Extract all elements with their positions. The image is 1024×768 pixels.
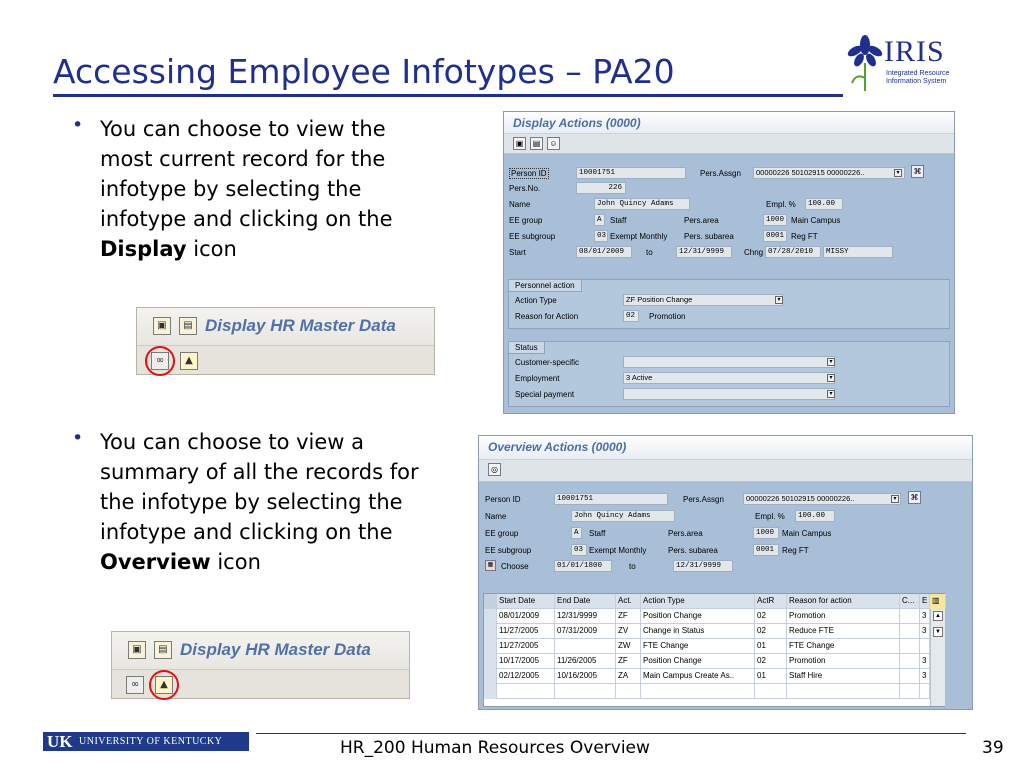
ee-group-label: EE group	[509, 216, 543, 225]
table-row[interactable]	[484, 684, 930, 699]
table-cell: FTE Change	[641, 639, 755, 654]
ee-group-label: EE group	[485, 529, 519, 538]
table-cell: 10/16/2005	[555, 669, 616, 684]
pers-subarea-code: 0001	[763, 230, 787, 242]
overview-actions-window	[478, 435, 973, 710]
column-header[interactable]: E	[920, 594, 930, 609]
overview-mountain-icon[interactable]: ▲	[180, 352, 198, 370]
bullet-text: You can choose to view the most current record for the infotype by selecting the infotype and clicking on the	[100, 117, 393, 231]
table-cell: 3	[920, 669, 930, 684]
choose-label: Choose	[501, 562, 529, 571]
uk-wordmark: UK	[47, 732, 73, 751]
table-row[interactable]	[484, 609, 930, 624]
name-label: Name	[509, 200, 531, 209]
iris-flower-icon	[846, 33, 884, 93]
display-toolbar-snippet	[136, 307, 435, 375]
special-payment-field[interactable]	[623, 388, 835, 400]
dropdown-icon[interactable]: ▾	[775, 296, 783, 304]
table-cell: FTE Change	[787, 639, 900, 654]
person-id-field[interactable]: 10001751	[576, 167, 686, 179]
window-header	[479, 436, 972, 460]
table-cell: 02	[755, 609, 787, 624]
pers-subarea-text: Reg FT	[782, 546, 809, 555]
column-header[interactable]: End Date	[555, 594, 616, 609]
table-cell: 11/26/2005	[555, 654, 616, 669]
table-cell	[497, 684, 555, 699]
display-glasses-icon[interactable]: ∞	[151, 352, 169, 370]
person-icon[interactable]: ☺	[547, 137, 560, 150]
ee-subgroup-text: Exempt Monthly	[610, 232, 668, 241]
footer-course: HR_200 Human Resources Overview	[340, 738, 650, 758]
start-field: 08/01/2009	[576, 246, 632, 258]
table-row[interactable]	[484, 624, 930, 639]
customer-specific-label: Customer-specific	[515, 358, 580, 367]
table-cell	[755, 684, 787, 699]
pers-no-label: Pers.No.	[509, 184, 541, 193]
bullet-text: icon	[210, 550, 261, 574]
table-cell: 02/12/2005	[497, 669, 555, 684]
table-cell	[900, 684, 920, 699]
table-cell: ZF	[616, 609, 641, 624]
copy-icon[interactable]: ▤	[530, 137, 543, 150]
empl-pct-field: 100.00	[805, 198, 843, 210]
ee-subgroup-code: 03	[571, 544, 587, 556]
table-cell: 02	[755, 654, 787, 669]
display-actions-window	[503, 111, 955, 414]
table-cell	[616, 684, 641, 699]
pers-no-field: 226	[576, 182, 626, 194]
toolbar-header	[112, 632, 409, 670]
dropdown-icon[interactable]: ▾	[827, 390, 835, 398]
table-cell: 01	[755, 669, 787, 684]
pers-area-label: Pers.area	[684, 216, 719, 225]
choose-to-field[interactable]: 12/31/9999	[673, 560, 733, 572]
group-title: Status	[508, 341, 545, 354]
dropdown-icon[interactable]: ▾	[891, 495, 899, 503]
actions-table	[483, 593, 945, 707]
row-selector[interactable]	[484, 654, 497, 669]
window-toolbar	[479, 460, 972, 482]
table-cell: 07/31/2009	[555, 624, 616, 639]
dropdown-icon[interactable]: ▾	[827, 358, 835, 366]
to-label: to	[629, 562, 636, 571]
ee-subgroup-text: Exempt Monthly	[589, 546, 647, 555]
table-cell	[555, 684, 616, 699]
pers-assgn-field[interactable]: 00000226 50102915 00000226..	[743, 493, 901, 505]
column-header[interactable]: Action Type	[641, 594, 755, 609]
table-cell	[920, 639, 930, 654]
highlight-circle	[149, 670, 179, 700]
document-icon[interactable]: ▤	[179, 317, 197, 335]
table-cell	[555, 639, 616, 654]
action-type-field[interactable]: ZF Position Change	[623, 294, 783, 306]
table-cell: Staff Hire	[787, 669, 900, 684]
toolbar-title: Display HR Master Data	[180, 640, 371, 659]
pers-subarea-label: Pers. subarea	[668, 546, 718, 555]
group-title: Personnel action	[508, 279, 582, 292]
overview-mountain-icon[interactable]: ▲	[155, 676, 173, 694]
table-cell: ZV	[616, 624, 641, 639]
ee-group-code: A	[594, 214, 605, 226]
action-type-label: Action Type	[515, 296, 557, 305]
reason-code-field: 02	[623, 310, 639, 322]
reason-label: Reason for Action	[515, 312, 579, 321]
column-header[interactable]: ActR	[755, 594, 787, 609]
column-settings-icon[interactable]: ▥	[930, 594, 946, 609]
uk-logo	[43, 732, 249, 751]
employment-label: Employment	[515, 374, 560, 383]
table-header-row	[484, 594, 946, 609]
table-cell: 11/27/2005	[497, 624, 555, 639]
table-cell: 10/17/2005	[497, 654, 555, 669]
table-cell: ZW	[616, 639, 641, 654]
table-cell: Reduce FTE	[787, 624, 900, 639]
choose-icon[interactable]: ◎	[488, 463, 501, 476]
hierarchy-icon[interactable]: ⌘	[908, 491, 921, 504]
table-cell: Position Change	[641, 609, 755, 624]
scroll-up-icon[interactable]: ▲	[933, 611, 943, 621]
name-label: Name	[485, 512, 507, 521]
pers-subarea-code: 0001	[753, 544, 779, 556]
slide-title: Accessing Employee Infotypes – PA20	[53, 52, 675, 91]
window-toolbar	[504, 134, 954, 154]
table-cell: 3	[920, 654, 930, 669]
row-selector[interactable]	[484, 609, 497, 624]
pers-area-label: Pers.area	[668, 529, 703, 538]
personnel-action-group	[508, 279, 950, 329]
table-cell: 3	[920, 609, 930, 624]
toolbar-title: Display HR Master Data	[205, 316, 396, 335]
bullet-bold: Display	[100, 237, 187, 261]
iris-subtitle	[886, 70, 956, 86]
university-name: UNIVERSITY OF KENTUCKY	[79, 736, 223, 747]
pers-area-code: 1000	[753, 527, 779, 539]
to-label: to	[646, 248, 653, 257]
bullet-bold: Overview	[100, 550, 211, 574]
iris-subtitle-line1: Integrated Resource	[886, 70, 950, 77]
choose-from-field[interactable]: 01/01/1800	[554, 560, 612, 572]
dropdown-icon[interactable]: ▾	[827, 374, 835, 382]
column-header[interactable]: Reason for action	[787, 594, 900, 609]
reason-text: Promotion	[649, 312, 686, 321]
table-row[interactable]	[484, 669, 930, 684]
iris-subtitle-line2: Information System	[886, 78, 947, 85]
special-payment-label: Special payment	[515, 390, 575, 399]
footer-rule	[256, 733, 966, 734]
pers-area-code: 1000	[763, 214, 787, 226]
ee-group-text: Staff	[589, 529, 606, 538]
dropdown-icon[interactable]: ▾	[894, 169, 902, 177]
table-cell	[787, 684, 900, 699]
bullet-marker: •	[72, 427, 84, 449]
table-cell: 3	[920, 624, 930, 639]
column-header[interactable]: C...	[900, 594, 920, 609]
table-cell	[900, 654, 920, 669]
pers-assgn-field[interactable]: 00000226 50102915 00000226..	[753, 167, 905, 179]
bullet-text: You can choose to view a summary of all the records for the infotype by selecting the infotype and clicking on the	[100, 430, 419, 544]
window-header	[504, 112, 954, 134]
row-selector[interactable]	[484, 624, 497, 639]
bullet-text: icon	[186, 237, 237, 261]
name-field: John Quincy Adams	[571, 510, 675, 522]
table-row[interactable]	[484, 639, 930, 654]
customer-specific-field[interactable]	[623, 356, 835, 368]
calendar-icon[interactable]: ▦	[485, 560, 496, 571]
table-cell: 01	[755, 639, 787, 654]
column-header[interactable]: Act.	[616, 594, 641, 609]
ee-subgroup-label: EE subgroup	[485, 546, 532, 555]
table-cell: 11/27/2005	[497, 639, 555, 654]
title-underline	[53, 94, 843, 97]
table-row[interactable]	[484, 654, 930, 669]
pers-assgn-label: Pers.Assgn	[683, 495, 724, 504]
empl-pct-label: Empl. %	[766, 200, 796, 209]
table-cell: ZF	[616, 654, 641, 669]
hierarchy-icon[interactable]: ⌘	[911, 165, 924, 178]
status-group	[508, 341, 950, 407]
chng-label: Chng	[744, 248, 764, 257]
row-selector-header[interactable]	[484, 594, 497, 609]
table-cell	[900, 639, 920, 654]
hr-master-data-icon[interactable]: ▣	[128, 641, 146, 659]
employment-field[interactable]: 3 Active	[623, 372, 835, 384]
ee-subgroup-code: 03	[594, 230, 608, 242]
table-cell: Change in Status	[641, 624, 755, 639]
table-cell: Main Campus Create As..	[641, 669, 755, 684]
bullet-overview	[100, 427, 440, 577]
window-title: Overview Actions (0000)	[488, 440, 627, 454]
table-cell: Position Change	[641, 654, 755, 669]
row-selector[interactable]	[484, 669, 497, 684]
person-id-label: Person ID	[485, 495, 521, 504]
end-field: 12/31/9999	[676, 246, 732, 258]
table-cell: ZA	[616, 669, 641, 684]
table-cell	[920, 684, 930, 699]
pers-area-text: Main Campus	[782, 529, 832, 538]
document-icon[interactable]: ▤	[154, 641, 172, 659]
iris-wordmark: IRIS	[884, 35, 945, 68]
empl-pct-field: 100.00	[795, 510, 835, 522]
table-scrollbar[interactable]	[930, 609, 945, 706]
toolbar-header	[137, 308, 434, 346]
column-header[interactable]: Start Date	[497, 594, 555, 609]
hr-master-data-icon[interactable]: ▣	[153, 317, 171, 335]
save-icon[interactable]: ▣	[513, 137, 526, 150]
table-cell: 12/31/9999	[555, 609, 616, 624]
display-glasses-icon[interactable]: ∞	[126, 676, 144, 694]
pers-subarea-label: Pers. subarea	[684, 232, 734, 241]
window-title: Display Actions (0000)	[513, 116, 641, 130]
ee-subgroup-label: EE subgroup	[509, 232, 556, 241]
table-cell	[900, 669, 920, 684]
pers-area-text: Main Campus	[791, 216, 841, 225]
bullet-display	[100, 114, 440, 264]
person-id-field[interactable]: 10001751	[554, 493, 668, 505]
table-cell	[900, 609, 920, 624]
page-number: 39	[982, 738, 1004, 758]
name-field: John Quincy Adams	[594, 198, 690, 210]
row-selector[interactable]	[484, 639, 497, 654]
person-id-label: Person ID	[511, 169, 547, 178]
overview-toolbar-snippet	[111, 631, 410, 699]
table-cell: 02	[755, 624, 787, 639]
table-cell: Promotion	[787, 654, 900, 669]
bullet-marker: •	[72, 114, 84, 136]
start-label: Start	[509, 248, 526, 257]
table-cell	[900, 624, 920, 639]
table-cell	[641, 684, 755, 699]
ee-group-code: A	[571, 527, 582, 539]
highlight-circle	[145, 346, 175, 376]
chng-date-field: 07/28/2010	[765, 246, 821, 258]
table-cell: Promotion	[787, 609, 900, 624]
pers-assgn-label: Pers.Assgn	[700, 169, 741, 178]
chng-user-field: MISSY	[823, 246, 893, 258]
empl-pct-label: Empl. %	[755, 512, 785, 521]
scroll-down-icon[interactable]: ▼	[933, 627, 943, 637]
ee-group-text: Staff	[610, 216, 627, 225]
row-selector[interactable]	[484, 684, 497, 699]
pers-subarea-text: Reg FT	[791, 232, 818, 241]
table-cell: 08/01/2009	[497, 609, 555, 624]
iris-logo	[846, 33, 956, 95]
